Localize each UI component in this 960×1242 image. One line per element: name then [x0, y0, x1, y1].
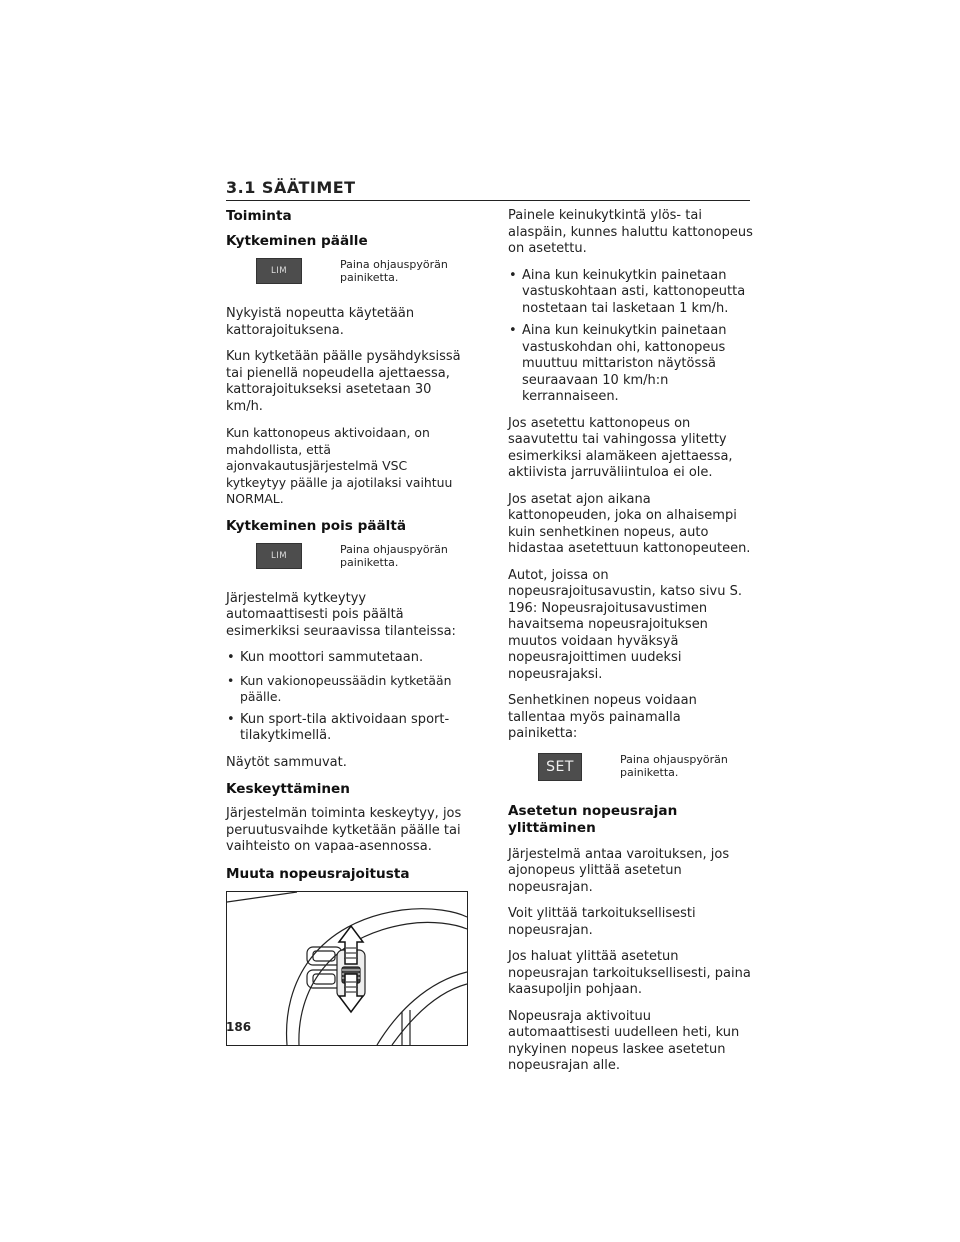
- bullet-list: [508, 268, 754, 406]
- left-column: [226, 208, 470, 1046]
- lim-button-row-off: [226, 543, 470, 569]
- paragraph: Senhetkinen nopeus voidaan tallentaa myös painamalla painiketta:: [508, 693, 697, 741]
- lim-button-icon: [256, 258, 302, 284]
- set-button-label: SET: [546, 758, 574, 775]
- heading-asetetun-nopeusrajan-ylittaminen: Asetetun nopeusrajan ylittäminen: [508, 802, 678, 836]
- list-item: • Kun vakionopeussäädin kytketään päälle.: [226, 673, 470, 706]
- lim-button-label: LIM: [270, 550, 288, 561]
- section-title: 3.1 SÄÄTIMET: [226, 178, 356, 197]
- right-column: [508, 208, 754, 1085]
- steering-wheel-switch-illustration: [226, 891, 468, 1046]
- paragraph: Kun kattonopeus aktivoidaan, on mahdollista, että ajonvakautusjärjestelmä VSC kytkeytyy päälle ja ajotilaksi vaihtuu NORMAL.: [226, 425, 453, 506]
- heading-kytkeminen-paalle: Kytkeminen päälle: [226, 233, 368, 249]
- page-number: 186: [226, 1020, 252, 1034]
- list-item: • Aina kun keinukytkin painetaan vastuskohdan ohi, kattonopeus muuttuu mittariston näytössä seuraavaan 10 km/h:n kerrannaiseen.: [508, 323, 754, 406]
- paragraph: Painele keinukytkintä ylös- tai alaspäin, kunnes haluttu kattonopeus on asetettu.: [508, 208, 753, 256]
- paragraph: Jos asetat ajon aikana kattonopeuden, joka on alhaisempi kuin senhetkinen nopeus, auto hidastaa asetettuun kattonopeuteen.: [508, 491, 751, 556]
- lim-button-caption: Paina ohjauspyörän painiketta.: [340, 258, 448, 284]
- paragraph: Kun kytketään päälle pysähdyksissä tai pienellä nopeudella ajettaessa, kattorajoitukseksi asetetaan 30 km/h.: [226, 349, 461, 414]
- paragraph: Järjestelmä antaa varoituksen, jos ajonopeus ylittää asetetun nopeusrajan.: [508, 846, 730, 895]
- set-button-row: [508, 753, 754, 781]
- steering-wheel-icon: [227, 892, 467, 1045]
- bullet-list: [226, 650, 470, 745]
- list-item: • Kun moottori sammutetaan.: [226, 650, 470, 667]
- heading-kytkeminen-pois: Kytkeminen pois päältä: [226, 517, 407, 534]
- paragraph: Nykyistä nopeutta käytetään kattorajoituksena.: [226, 306, 415, 338]
- heading-toiminta: Toiminta: [226, 208, 292, 224]
- paragraph: Jos asetettu kattonopeus on saavutettu tai vahingossa ylitetty esimerkiksi alamäkeen ajettaessa, aktiivista jarruväliintuloa ei ole.: [508, 415, 733, 480]
- paragraph: Voit ylittää tarkoituksellisesti nopeusrajan.: [508, 906, 696, 938]
- set-button-caption: Paina ohjauspyörän painiketta.: [620, 752, 728, 779]
- section-header: [226, 178, 750, 201]
- list-item: • Aina kun keinukytkin painetaan vastuskohtaan asti, kattonopeutta nostetaan tai lasketaan 1 km/h.: [508, 268, 754, 318]
- paragraph: Järjestelmän toiminta keskeytyy, jos peruutusvaihde kytketään päälle tai vaihteisto on vapaa-asennossa.: [226, 806, 462, 854]
- paragraph: Nopeusraja aktivoituu automaattisesti uudelleen heti, kun nykyinen nopeus laskee asetetun nopeusrajan alle.: [508, 1008, 740, 1073]
- paragraph: Autot, joissa on nopeusrajoitusavustin, katso sivu S. 196: Nopeusrajoitusavustimen havaitsema nopeusrajoituksen muutos voidaan hyväksyä nopeusrajoittimen uudeksi nopeusrajaksi.: [508, 567, 742, 682]
- paragraph: Näytöt sammuvat.: [226, 754, 347, 770]
- heading-keskeyttaminen: Keskeyttäminen: [226, 781, 350, 797]
- lim-button-row-on: [226, 258, 470, 284]
- lim-button-caption: Paina ohjauspyörän painiketta.: [340, 542, 448, 569]
- lim-button-icon: [256, 543, 302, 569]
- paragraph: Järjestelmä kytkeytyy automaattisesti pois päältä esimerkiksi seuraavissa tilanteissa:: [226, 590, 456, 639]
- set-button-icon: [538, 753, 582, 781]
- lim-button-label: LIM: [270, 266, 288, 276]
- list-item: • Kun sport-tila aktivoidaan sport-tilakytkimellä.: [226, 712, 470, 745]
- heading-muuta-nopeusrajoitusta: Muuta nopeusrajoitusta: [226, 865, 410, 882]
- paragraph: Jos haluat ylittää asetetun nopeusrajan tarkoituksellisesti, paina kaasupoljin pohjaan.: [508, 949, 751, 997]
